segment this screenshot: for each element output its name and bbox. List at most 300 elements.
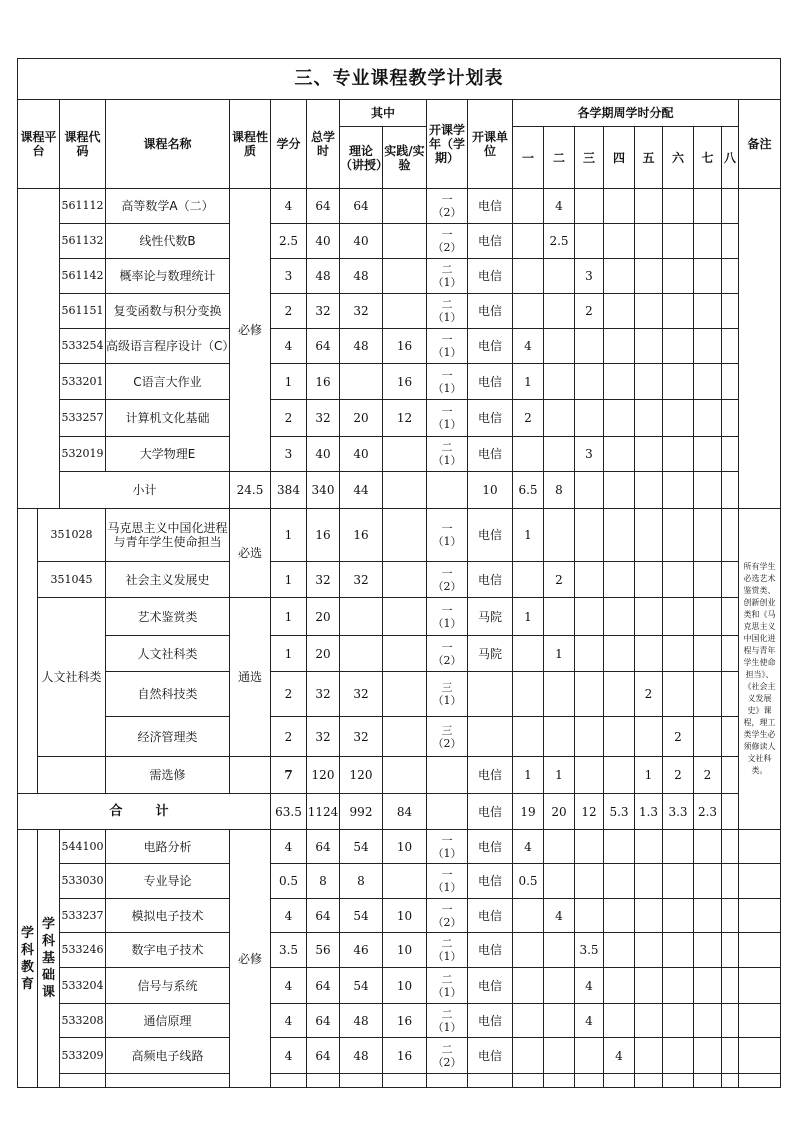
empty-cell	[544, 1074, 575, 1088]
semester-hours-cell	[635, 933, 663, 968]
semester-hours-cell: 3	[575, 437, 604, 472]
table-row	[18, 864, 781, 899]
semester-hours-cell	[663, 1004, 694, 1038]
year-label: 一	[441, 833, 453, 847]
term-label: （1）	[432, 985, 462, 999]
semester-hours-cell: 0.5	[513, 864, 544, 899]
semester-hours-cell	[544, 509, 575, 562]
term-label: （2）	[432, 1055, 462, 1069]
table-row	[18, 830, 781, 864]
semester-hours-cell	[694, 509, 722, 562]
header-semester: 三	[575, 127, 604, 189]
table-row	[18, 189, 781, 224]
course-code: 533257	[60, 400, 106, 437]
semester-hours-cell	[694, 899, 722, 933]
semester-hours-cell	[694, 717, 722, 757]
table-row	[18, 562, 781, 598]
unit-cell: 电信	[468, 400, 513, 437]
semester-hours-cell: 10	[468, 472, 513, 509]
course-code: 561142	[60, 259, 106, 294]
credits-cell: 2	[271, 717, 307, 757]
semester-hours-cell: 3.3	[663, 794, 694, 830]
semester-hours-cell	[694, 933, 722, 968]
humanities-category: 人文社科类	[38, 598, 106, 757]
semester-hours-cell	[663, 598, 694, 636]
header-platform: 课程平台	[18, 100, 60, 189]
year-label: 二	[441, 263, 453, 276]
theory-cell: 40	[340, 437, 383, 472]
semester-hours-cell	[722, 717, 739, 757]
semester-hours-cell	[694, 864, 722, 899]
term-label: （1）	[432, 694, 462, 707]
required-total-practice	[383, 757, 427, 794]
course-nature: 必修	[230, 189, 271, 472]
unit-cell: 电信	[468, 864, 513, 899]
semester-hours-cell	[694, 400, 722, 437]
course-code: 533204	[60, 968, 106, 1004]
total-year-empty	[427, 794, 468, 830]
semester-hours-cell: 4	[575, 968, 604, 1004]
empty-cell	[604, 1074, 635, 1088]
course-code: 533237	[60, 899, 106, 933]
practice-cell	[383, 294, 427, 329]
year-term-cell	[427, 830, 468, 864]
practice-cell	[383, 189, 427, 224]
semester-hours-cell	[722, 830, 739, 864]
semester-hours-cell	[722, 1004, 739, 1038]
semester-hours-cell: 1	[635, 757, 663, 794]
platform-vertical: 学 科 教 育	[18, 830, 38, 1088]
course-code: 533254	[60, 329, 106, 364]
table-row	[18, 757, 781, 794]
semester-hours-cell	[663, 864, 694, 899]
semester-hours-cell	[694, 472, 722, 509]
subtotal-year-empty	[383, 472, 427, 509]
course-name: 复变函数与积分变换	[106, 294, 230, 329]
term-label: （1）	[432, 535, 462, 549]
remarks-note: 所有学生必选艺术鉴赏类、创新创业类和《马克思主义中国化进程与青年学生使命担当》、《社会主义发展史》课程，理工类学生必须修读人文社科类。	[739, 509, 781, 830]
semester-hours-cell	[544, 364, 575, 400]
course-name: 概率论与数理统计	[106, 259, 230, 294]
theory-cell: 54	[340, 830, 383, 864]
semester-hours-cell: 12	[575, 794, 604, 830]
year-term-cell	[427, 933, 468, 968]
semester-hours-cell	[604, 189, 635, 224]
semester-hours-cell	[544, 933, 575, 968]
semester-hours-cell	[722, 562, 739, 598]
table-row	[18, 636, 781, 672]
semester-hours-cell	[575, 364, 604, 400]
semester-hours-cell: 2.5	[544, 224, 575, 259]
credits-cell: 1	[271, 562, 307, 598]
year-label: 一	[441, 603, 453, 617]
semester-hours-cell	[575, 864, 604, 899]
year-label: 二	[441, 441, 453, 454]
unit-cell: 电信	[468, 224, 513, 259]
semester-hours-cell: 3	[575, 259, 604, 294]
subtotal-hours: 384	[271, 472, 307, 509]
hours-cell: 48	[307, 259, 340, 294]
course-code: 561132	[60, 224, 106, 259]
course-code: 532019	[60, 437, 106, 472]
practice-cell: 10	[383, 830, 427, 864]
year-term-cell	[427, 294, 468, 329]
semester-hours-cell	[604, 437, 635, 472]
semester-hours-cell: 6.5	[513, 472, 544, 509]
semester-hours-cell	[722, 933, 739, 968]
header-hours: 总学时	[307, 100, 340, 189]
table-row	[18, 224, 781, 259]
semester-hours-cell	[635, 864, 663, 899]
semester-hours-cell	[575, 1038, 604, 1074]
credits-cell: 1	[271, 364, 307, 400]
unit-cell: 电信	[468, 830, 513, 864]
unit-cell: 电信	[468, 259, 513, 294]
empty-cell	[340, 1074, 383, 1088]
year-label: 二	[441, 937, 453, 950]
semester-hours-cell	[694, 1004, 722, 1038]
practice-cell: 16	[383, 1038, 427, 1074]
semester-hours-cell	[604, 933, 635, 968]
unit-cell: 电信	[468, 899, 513, 933]
table-row	[18, 294, 781, 329]
empty-cell	[106, 1074, 230, 1088]
year-term-cell	[427, 636, 468, 672]
semester-hours-cell	[694, 598, 722, 636]
header-name: 课程名称	[106, 100, 230, 189]
practice-cell: 12	[383, 400, 427, 437]
term-label: （2）	[432, 241, 462, 254]
year-term-cell	[427, 899, 468, 933]
semester-hours-cell	[722, 400, 739, 437]
theory-cell: 8	[340, 864, 383, 899]
term-label: （1）	[432, 381, 462, 395]
course-name: 数字电子技术	[106, 933, 230, 968]
semester-hours-cell: 2	[663, 757, 694, 794]
empty-cell	[427, 1074, 468, 1088]
unit-cell: 马院	[468, 636, 513, 672]
subtotal-credits: 24.5	[230, 472, 271, 509]
semester-hours-cell	[635, 472, 663, 509]
semester-hours-cell	[544, 968, 575, 1004]
required-total-code-empty	[38, 757, 106, 794]
semester-hours-cell	[722, 757, 739, 794]
semester-hours-cell: 4	[604, 1038, 635, 1074]
theory-cell: 20	[340, 400, 383, 437]
semester-hours-cell	[513, 294, 544, 329]
semester-hours-cell	[694, 562, 722, 598]
theory-cell: 40	[340, 224, 383, 259]
credits-cell: 4	[271, 1038, 307, 1074]
semester-hours-cell	[663, 224, 694, 259]
semester-hours-cell	[604, 472, 635, 509]
semester-hours-cell	[663, 968, 694, 1004]
header-semester: 二	[544, 127, 575, 189]
course-code: 351045	[50, 572, 93, 586]
semester-hours-cell	[635, 636, 663, 672]
empty-cell	[635, 1074, 663, 1088]
semester-hours-cell	[663, 562, 694, 598]
practice-cell	[383, 636, 427, 672]
course-name: 高等数学A（二）	[106, 189, 230, 224]
semester-hours-cell	[513, 224, 544, 259]
semester-hours-cell	[635, 437, 663, 472]
grand-total-label: 合 计	[18, 794, 271, 830]
required-total-theory: 120	[340, 757, 383, 794]
semester-hours-cell	[513, 717, 544, 757]
semester-hours-cell: 2	[544, 562, 575, 598]
credits-cell: 2	[271, 400, 307, 437]
total-credits: 63.5	[271, 794, 307, 830]
semester-hours-cell	[663, 672, 694, 717]
semester-hours-cell	[663, 933, 694, 968]
theory-cell: 48	[340, 1004, 383, 1038]
term-label: （1）	[432, 346, 462, 359]
course-nature: 必修	[230, 830, 271, 1088]
semester-hours-cell	[663, 636, 694, 672]
semester-hours-cell	[604, 968, 635, 1004]
semester-hours-cell	[635, 509, 663, 562]
hours-cell: 64	[307, 329, 340, 364]
table-row	[18, 400, 781, 437]
semester-hours-cell	[513, 437, 544, 472]
required-total-label: 需选修	[106, 757, 230, 794]
semester-hours-cell	[694, 636, 722, 672]
semester-hours-cell	[722, 224, 739, 259]
empty-cell	[575, 1074, 604, 1088]
table-row	[18, 968, 781, 1004]
unit-cell: 电信	[468, 968, 513, 1004]
unit-cell: 电信	[468, 294, 513, 329]
semester-hours-cell	[722, 329, 739, 364]
course-name: 自然科技类	[106, 672, 230, 717]
credits-cell: 1	[271, 636, 307, 672]
semester-hours-cell	[635, 329, 663, 364]
semester-hours-cell	[694, 437, 722, 472]
semester-hours-cell	[635, 189, 663, 224]
unit-cell	[468, 717, 513, 757]
year-term-cell	[427, 562, 468, 598]
semester-hours-cell: 4	[544, 189, 575, 224]
semester-hours-cell	[544, 437, 575, 472]
empty-cell	[694, 1074, 722, 1088]
semester-hours-cell	[722, 189, 739, 224]
table-row	[18, 472, 781, 509]
year-label: 三	[441, 723, 453, 737]
remarks-cell-empty	[739, 933, 781, 968]
credits-cell: 2	[271, 294, 307, 329]
semester-hours-cell	[544, 259, 575, 294]
year-label: 二	[441, 298, 453, 311]
course-name: 社会主义发展史	[106, 562, 230, 598]
table-row	[18, 364, 781, 400]
year-label: 一	[441, 193, 453, 206]
semester-hours-cell: 2	[635, 672, 663, 717]
term-label: （1）	[432, 616, 462, 630]
semester-hours-cell	[604, 400, 635, 437]
semester-hours-cell	[663, 830, 694, 864]
year-label: 一	[441, 368, 453, 382]
hours-cell: 56	[307, 933, 340, 968]
semester-hours-cell	[694, 224, 722, 259]
term-label: （1）	[432, 846, 462, 860]
year-label: 一	[441, 640, 453, 654]
course-code: 533209	[60, 1038, 106, 1074]
semester-hours-cell	[722, 259, 739, 294]
total-practice: 84	[383, 794, 427, 830]
practice-cell: 10	[383, 968, 427, 1004]
semester-hours-cell	[663, 472, 694, 509]
practice-cell	[383, 864, 427, 899]
course-name: 电路分析	[106, 830, 230, 864]
semester-hours-cell: 1	[513, 598, 544, 636]
table-row	[18, 933, 781, 968]
semester-hours-cell: 1	[544, 636, 575, 672]
semester-hours-cell	[604, 757, 635, 794]
semester-hours-cell: 2	[513, 400, 544, 437]
header-nature: 课程性质	[230, 100, 271, 189]
year-term-cell	[427, 1004, 468, 1038]
year-term-cell	[427, 224, 468, 259]
unit-cell: 电信	[468, 509, 513, 562]
unit-cell: 电信	[468, 437, 513, 472]
semester-hours-cell	[694, 259, 722, 294]
semester-hours-cell	[575, 899, 604, 933]
remarks-cell-empty	[739, 864, 781, 899]
table-row	[18, 794, 781, 830]
year-term-cell	[427, 259, 468, 294]
practice-cell	[383, 562, 427, 598]
semester-hours-cell	[722, 598, 739, 636]
header-remarks: 备注	[739, 100, 781, 189]
course-name: 大学物理E	[106, 437, 230, 472]
remarks-cell-empty	[739, 189, 781, 509]
table-row	[18, 1038, 781, 1074]
year-term-cell	[427, 189, 468, 224]
semester-hours-cell	[575, 189, 604, 224]
semester-hours-cell	[694, 329, 722, 364]
semester-hours-cell	[544, 1038, 575, 1074]
course-name: 艺术鉴赏类	[106, 598, 230, 636]
semester-hours-cell	[604, 598, 635, 636]
table-row	[18, 329, 781, 364]
course-code: 533208	[60, 1004, 106, 1038]
theory-cell: 54	[340, 968, 383, 1004]
practice-cell: 16	[383, 1004, 427, 1038]
semester-hours-cell	[722, 509, 739, 562]
semester-hours-cell	[575, 598, 604, 636]
term-label: （1）	[432, 881, 462, 894]
header-of-which: 其中	[340, 100, 427, 127]
semester-hours-cell	[663, 437, 694, 472]
year-term-cell	[427, 968, 468, 1004]
year-term-cell	[427, 1038, 468, 1074]
term-label: （2）	[432, 579, 462, 593]
credits-cell: 0.5	[271, 864, 307, 899]
credits-cell: 3	[271, 259, 307, 294]
hours-cell: 40	[307, 224, 340, 259]
empty-cell	[663, 1074, 694, 1088]
unit-cell: 电信	[468, 364, 513, 400]
semester-hours-cell	[722, 437, 739, 472]
semester-hours-cell	[575, 400, 604, 437]
course-code: 561151	[60, 294, 106, 329]
practice-cell	[383, 598, 427, 636]
page-title: 三、专业课程教学计划表	[18, 59, 781, 100]
subtotal-label: 小计	[60, 472, 230, 509]
course-code: 544100	[60, 830, 106, 864]
semester-hours-cell: 8	[544, 472, 575, 509]
semester-hours-cell	[604, 636, 635, 672]
empty-cell	[60, 1074, 106, 1088]
semester-hours-cell	[694, 364, 722, 400]
term-label: （1）	[432, 950, 462, 963]
semester-hours-cell	[663, 189, 694, 224]
theory-cell: 54	[340, 899, 383, 933]
theory-cell: 64	[340, 189, 383, 224]
hours-cell: 16	[307, 509, 340, 562]
unit-cell: 电信	[468, 1004, 513, 1038]
subtotal-unit-empty	[427, 472, 468, 509]
platform-left-empty	[18, 509, 38, 794]
table-row	[18, 259, 781, 294]
year-term-cell	[427, 400, 468, 437]
unit-cell	[468, 672, 513, 717]
hours-cell: 32	[307, 672, 340, 717]
semester-hours-cell	[544, 717, 575, 757]
semester-hours-cell	[604, 864, 635, 899]
year-label: 一	[441, 566, 453, 580]
year-term-cell	[427, 329, 468, 364]
total-hours: 1124	[307, 794, 340, 830]
table-row	[18, 509, 781, 562]
semester-hours-cell	[635, 364, 663, 400]
remarks-cell-empty	[739, 1038, 781, 1074]
total-unit: 电信	[468, 794, 513, 830]
hours-cell: 64	[307, 189, 340, 224]
course-name: 计算机文化基础	[106, 400, 230, 437]
term-label: （1）	[432, 276, 462, 289]
hours-cell: 16	[307, 364, 340, 400]
semester-hours-cell	[635, 259, 663, 294]
course-name: 人文社科类	[106, 636, 230, 672]
credits-cell: 4	[271, 1004, 307, 1038]
table-row	[18, 598, 781, 636]
semester-hours-cell	[722, 672, 739, 717]
semester-hours-cell	[722, 636, 739, 672]
hours-cell: 64	[307, 1038, 340, 1074]
theory-cell: 48	[340, 329, 383, 364]
course-name: 模拟电子技术	[106, 899, 230, 933]
semester-hours-cell	[604, 672, 635, 717]
theory-cell	[340, 598, 383, 636]
category-vertical: 学 科 基 础 课	[38, 830, 60, 1088]
total-theory: 992	[340, 794, 383, 830]
semester-hours-cell	[694, 1038, 722, 1074]
semester-hours-cell	[575, 509, 604, 562]
semester-hours-cell	[513, 899, 544, 933]
hours-cell: 32	[307, 717, 340, 757]
semester-hours-cell	[513, 562, 544, 598]
empty-cell	[383, 1074, 427, 1088]
unit-cell: 电信	[468, 189, 513, 224]
header-semester: 四	[604, 127, 635, 189]
term-label: （1）	[432, 311, 462, 324]
practice-cell: 16	[383, 364, 427, 400]
theory-cell: 32	[340, 717, 383, 757]
semester-hours-cell	[575, 830, 604, 864]
course-name: 经济管理类	[106, 717, 230, 757]
